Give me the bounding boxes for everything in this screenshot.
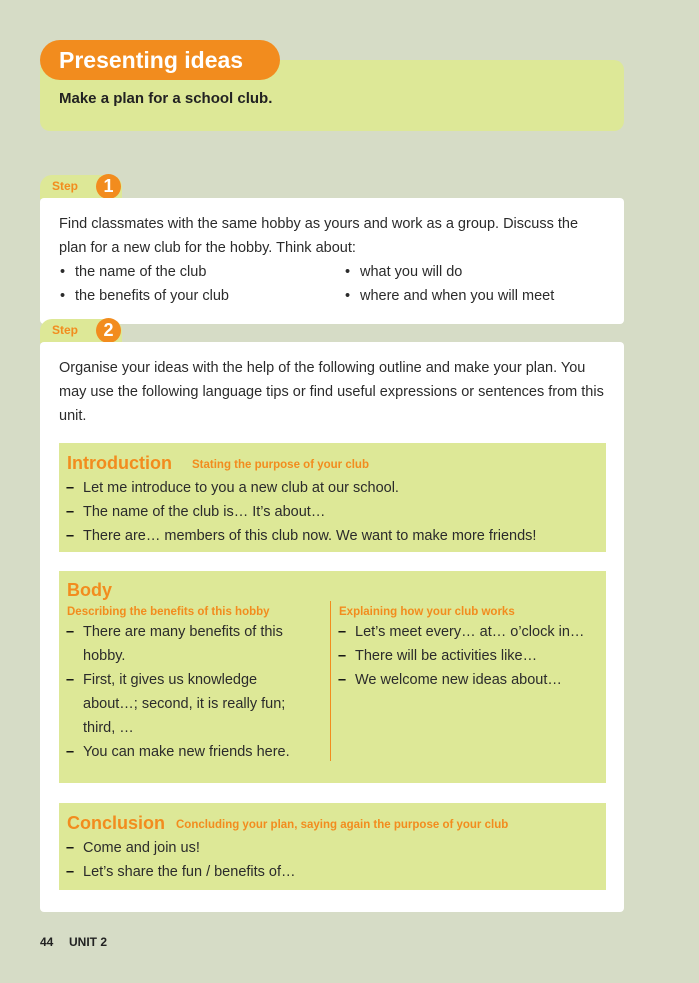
body-right-item: – Let’s meet every… at… o’clock in… [355, 620, 584, 644]
conclusion-item: – Let’s share the fun / benefits of… [83, 860, 296, 884]
unit-label: UNIT 2 [69, 935, 108, 949]
step-2-tab [40, 319, 122, 343]
conclusion-title: Conclusion [67, 813, 165, 833]
introduction-title: Introduction [67, 453, 172, 473]
introduction-item: – There are… members of this club now. We want to make more friends! [83, 524, 536, 548]
step-1-tab [40, 175, 122, 199]
body-right-heading: Explaining how your club works [339, 606, 515, 618]
introduction-item: – Let me introduce to you a new club at our school. [83, 476, 399, 500]
introduction-item: – The name of the club is… It’s about… [83, 500, 325, 524]
step-1-label: Step [52, 179, 79, 193]
step-1-bullet: • the benefits of your club [75, 284, 229, 308]
body-left-heading: Describing the benefits of this hobby [67, 606, 270, 618]
body-left-item: – You can make new friends here. [83, 740, 313, 764]
body-left-item: – There are many benefits of this hobby. [83, 620, 313, 668]
step-1-number: 1 [96, 174, 121, 199]
body-left-item: – First, it gives us knowledge about…; second, it is really fun; third, … [83, 668, 313, 740]
step-1-text: Find classmates with the same hobby as yours and work as a group. Discuss the plan for a new club for the hobby. Think about: [59, 216, 579, 256]
conclusion-item: – Come and join us! [83, 836, 200, 860]
body-column-divider [330, 601, 331, 761]
body-right-item: – We welcome new ideas about… [355, 668, 562, 692]
step-2-label: Step [52, 323, 79, 337]
step-2-number: 2 [96, 318, 121, 343]
step-1-bullet: • where and when you will meet [360, 284, 554, 308]
body-right-item: – There will be activities like… [355, 644, 537, 668]
step-2-text: Organise your ideas with the help of the following outline and make your plan. You may use the following language tips or find useful expressions or sentences from this unit. [59, 360, 604, 424]
introduction-subtitle: Stating the purpose of your club [192, 459, 369, 471]
step-1-bullet: • the name of the club [75, 260, 206, 284]
page-title: Presenting ideas [40, 40, 280, 80]
page-number: 44 [40, 935, 54, 949]
page-subtitle: Make a plan for a school club. [59, 90, 273, 107]
step-1-bullet: • what you will do [360, 260, 462, 284]
body-title: Body [67, 580, 112, 600]
conclusion-subtitle: Concluding your plan, saying again the purpose of your club [176, 819, 509, 831]
